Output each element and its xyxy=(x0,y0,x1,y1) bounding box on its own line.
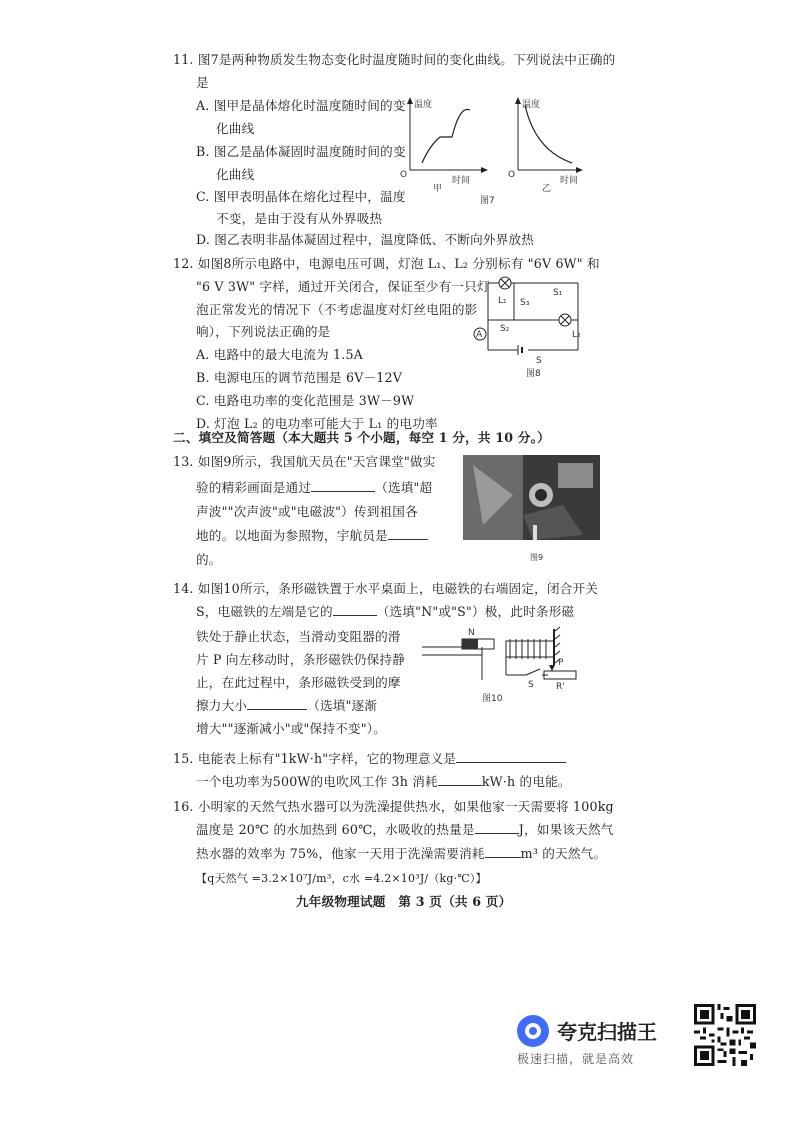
q11-option-d: D. 图乙表明非晶体凝固过程中，温度降低、不断向外界放热 xyxy=(196,232,535,247)
figure-9-photo xyxy=(463,455,600,540)
q11-option-b-cont: 化曲线 xyxy=(216,167,255,182)
q16-constants: 【q天然气 =3.2×10⁷J/m³，c水 =4.2×10³J/（kg·℃）】 xyxy=(196,872,487,885)
quark-logo-icon xyxy=(515,1013,551,1049)
q16-blank-1[interactable] xyxy=(475,822,519,834)
scanner-watermark xyxy=(515,1010,665,1070)
q14-line6-b: （选填"逐渐 xyxy=(307,698,378,713)
graph-a-ylabel: 温度 xyxy=(414,100,433,110)
q11-option-b: B. 图乙是晶体凝固时温度随时间的变 xyxy=(196,144,406,159)
graph-a-xlabel: 时间 xyxy=(452,176,471,186)
qr-code-icon xyxy=(694,1004,756,1066)
lamp-l2-label: L₂ xyxy=(572,330,581,340)
graph-a-origin: O xyxy=(400,170,408,180)
graph-b-ylabel: 温度 xyxy=(522,100,541,110)
figure-10 xyxy=(422,625,582,705)
q16-blank-2[interactable] xyxy=(485,846,521,858)
q16-line3-a: 热水器的效率为 75%，他家一天用于洗澡需要消耗 xyxy=(196,846,485,861)
switch-s xyxy=(526,669,540,675)
q12-line2: "6 V 3W" 字样，通过开关闭合，保证至少有一只灯 xyxy=(196,279,490,294)
q14-line5: 止，在此过程中，条形磁铁受到的摩 xyxy=(196,675,401,690)
q14-line2-a: S，电磁铁的左端是它的 xyxy=(196,604,333,619)
switch-s-label: S xyxy=(528,680,534,690)
figure-8-caption: 图8 xyxy=(526,369,541,379)
q11-option-c: C. 图甲表明晶体在熔化过程中，温度 xyxy=(196,189,406,204)
q12-option-b: B. 电源电压的调节范围是 6V－12V xyxy=(196,370,403,385)
q13-line2 xyxy=(196,480,432,496)
switch-s2-label: S₂ xyxy=(500,324,510,334)
q16-line2-a: 温度是 20℃ 的水加热到 60℃，水吸收的热量是 xyxy=(196,822,475,837)
page-footer: 九年级物理试题 第 3 页（共 6 页） xyxy=(296,894,512,909)
q13-line5: 的。 xyxy=(196,552,222,567)
magnet-n-label: N xyxy=(468,628,475,638)
curve-b xyxy=(525,105,572,163)
rheostat-label: R' xyxy=(556,682,565,692)
q14-blank-2[interactable] xyxy=(247,698,307,710)
q15-line2-b: kW·h 的电能。 xyxy=(481,774,571,789)
q13-line1: 13. 如图9所示，我国航天员在"天宫课堂"做实 xyxy=(173,454,436,469)
ammeter-label: A xyxy=(476,330,483,340)
figure-10-caption: 图10 xyxy=(482,694,503,704)
q14-line7: 增大""逐渐减小"或"保持不变"）。 xyxy=(196,721,386,736)
q12-line3: 泡正常发光的情况下（不考虑温度对灯丝电阻的影 xyxy=(196,302,478,317)
switch-s3-label: S₃ xyxy=(520,298,530,308)
figure-7-caption: 图7 xyxy=(480,196,495,206)
electromagnet xyxy=(506,641,554,657)
q13-line3: 声波""次声波"或"电磁波"）传到祖国各 xyxy=(196,504,418,519)
graph-b-xlabel: 时间 xyxy=(560,176,579,186)
slider-p-label: P xyxy=(558,658,564,668)
q12-line1: 12. 如图8所示电路中，电源电压可调，灯泡 L₁、L₂ 分别标有 "6V 6W" 和 xyxy=(173,256,600,271)
q11-line2: 是 xyxy=(196,75,209,90)
q16-line3-b: m³ 的天然气。 xyxy=(520,846,607,861)
q15-blank-1[interactable] xyxy=(456,751,566,763)
switch-s-label: S xyxy=(536,356,542,366)
q14-line4: 片 P 向左移动时，条形磁铁仍保持静 xyxy=(196,652,405,667)
figure-7 xyxy=(400,95,585,210)
q11-line1: 11. 图7是两种物质发生物态变化时温度随时间的变化曲线。下列说法中正确的 xyxy=(173,52,616,67)
q13-line2-b: （选填"超 xyxy=(375,480,433,495)
figure-8-circuit xyxy=(468,275,593,380)
q15-blank-2[interactable] xyxy=(438,774,482,786)
q11-option-c-cont: 不变，是由于没有从外界吸热 xyxy=(216,211,383,226)
q14-line2-b: （选填"N"或"S"）极，此时条形磁 xyxy=(376,604,575,619)
lamp-l1-label: L₁ xyxy=(498,296,507,306)
q14-line6 xyxy=(196,698,377,714)
q15-line2 xyxy=(196,774,571,790)
q11-option-a: A. 图甲是晶体熔化时温度随时间的变 xyxy=(196,98,406,113)
curve-a xyxy=(422,109,470,163)
q13-line2-a: 验的精彩画面是通过 xyxy=(196,480,312,495)
q13-line4 xyxy=(196,528,428,544)
q13-blank-1[interactable] xyxy=(311,480,375,492)
q14-line3: 铁处于静止状态，当滑动变阻器的滑 xyxy=(196,629,401,644)
q14-line2 xyxy=(196,604,574,620)
q14-blank-1[interactable] xyxy=(333,604,377,616)
switch-s1-label: S₁ xyxy=(553,288,563,298)
watermark-brand: 夸克扫描王 xyxy=(557,1020,657,1044)
q16-line2 xyxy=(196,822,614,838)
q16-line3 xyxy=(196,846,606,862)
rheostat xyxy=(544,671,576,679)
graph-b-name: 乙 xyxy=(542,184,552,194)
q15-line2-a: 一个电功率为500W的电吹风工作 3h 消耗 xyxy=(196,774,438,789)
q12-option-a: A. 电路中的最大电流为 1.5A xyxy=(196,347,363,362)
q12-option-d: D. 灯泡 L₂ 的电功率可能大于 L₁ 的电功率 xyxy=(196,416,438,431)
section-2-heading: 二、填空及简答题（本大题共 5 个小题，每空 1 分，共 10 分。） xyxy=(173,430,550,445)
q11-option-a-cont: 化曲线 xyxy=(216,121,255,136)
graph-b-origin: O xyxy=(508,170,516,180)
graph-a-name: 甲 xyxy=(433,184,443,194)
q15-line1-a: 15. 电能表上标有"1kW·h"字样，它的物理意义是 xyxy=(173,751,457,766)
q14-line6-a: 擦力大小 xyxy=(196,698,248,713)
q14-line1: 14. 如图10所示，条形磁铁置于水平桌面上，电磁铁的右端固定，闭合开关 xyxy=(173,581,599,596)
figure-9-caption: 图9 xyxy=(530,553,544,562)
watermark-slogan: 极速扫描，就是高效 xyxy=(517,1052,635,1066)
q16-line1: 16. 小明家的天然气热水器可以为洗澡提供热水，如果他家一天需要将 100kg xyxy=(173,799,614,814)
q15-line1 xyxy=(173,751,566,767)
q16-line2-b: J，如果该天然气 xyxy=(518,822,614,837)
q12-line4: 响），下列说法正确的是 xyxy=(196,324,331,339)
q13-blank-2[interactable] xyxy=(388,528,428,540)
q13-line4-a: 地的。以地面为参照物，宇航员是 xyxy=(196,528,388,543)
q12-option-c: C. 电路电功率的变化范围是 3W－9W xyxy=(196,393,415,408)
